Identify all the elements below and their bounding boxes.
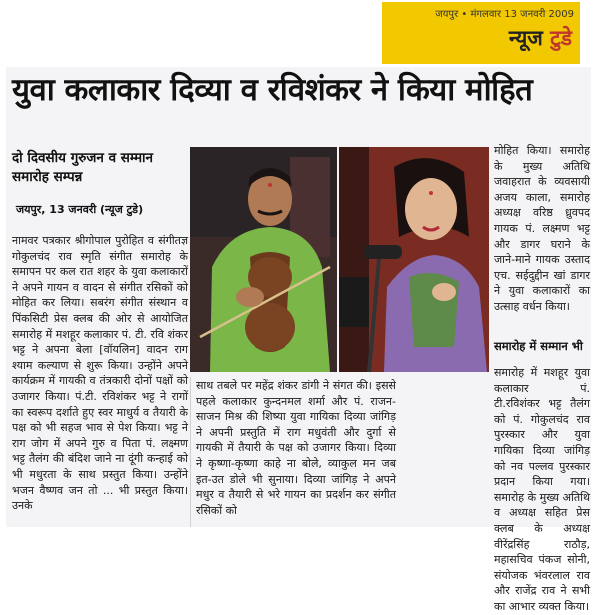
headline: युवा कलाकार दिव्या व रविशंकर ने किया मोहित	[12, 72, 533, 108]
singer-photo	[339, 147, 489, 372]
violinist-illustration	[190, 147, 337, 372]
dateline: जयपुर, 13 जनवरी (न्यूज टुडे)	[16, 203, 144, 216]
brand-accent: टुडे	[550, 26, 572, 50]
section-heading: समारोह में सम्मान भी	[494, 339, 583, 353]
news-clipping	[6, 67, 591, 613]
masthead	[382, 2, 580, 64]
subheadline: दो दिवसीय गुरुजन व सम्मान समारोह सम्पन्न	[12, 150, 154, 185]
article-column-1: नामवर पत्रकार श्रीगोपाल पुरोहित व संगीतज्ञ गोकुलचंद राव स्मृति संगीत समारोह के समापन पर कल रात शहर के युवा कलाकारों ने अपने गायन व वादन से संगीत रसिकों को मोहित कर लिया। सबरंग संगीत संस्थान व पिंकसिटी प्रेस क्लब की ओर से आयोजित समारोह में मशहूर कलाकार पं. टी. रवि शंकर भट्ट ने अपना बेला [वॉयलिन] वादन राग श्याम कल्याण से शुरू किया। उन्होंने अपने कार्यक्रम में गायकी व तंत्रकारी दोनों पक्षों को उजागर किया। पं.टी. रविशंकर भट्ट ने रागों का स्वरूप दर्शाते हुए स्वर माधुर्य व तैयारी के पक्ष को भी सहज भाव से पेश किया। भट्ट ने राग जोग में अपने गुरु व पिता पं. लक्ष्मण भट्ट तैलंग की बंदिश जाने ना दूंगी कन्हाई को भी मधुरता के साथ प्रस्तुत किया। उन्होंने भजन वैष्णव जन तो ... भी प्रस्तुत किया। उनके	[12, 234, 188, 513]
masthead-date: जयपुर • मंगलवार 13 जनवरी 2009	[435, 9, 574, 20]
article-column-3b: समारोह में मशहूर युवा कलाकार पं. टी.रविशंकर भट्ट तैलंग को पं. गोकुलचंद राव पुरस्कार और युवा गायिका दिव्या जांगिड़ को नव पल्लव पुरस्कार प्रदान किया गया। समारोह के मुख्य अतिथि व अध्यक्ष सहित प्रेस क्लब के अध्यक्ष वीरेंद्रसिंह राठौड़, महासचिव पंकज सोनी, संयोजक भंवरलाल राव और राजेंद्र राव ने सभी का आभार व्यक्त किया।	[494, 366, 590, 613]
article-column-2: साथ तबले पर महेंद्र शंकर डांगी ने संगत की। इससे पहले कलाकार कुन्दनमल शर्मा और पं. राजन-साजन मिश्र की शिष्या युवा गायिका दिव्या जांगिड़ ने अपनी प्रस्तुति में राग मधुवंती और दुर्गा से गायकी में तैयारी के पक्ष को उजागर किया। दिव्या ने कृष्णा-कृष्णा काहे ना बोले, व्याकुल मन जब इत-उत डोले भी सुनाया। दिव्या जांगिड़ ने अपने मधुर व तैयारी से भरे गायन का प्रदर्शन कर संगीत रसिकों को	[196, 379, 396, 517]
singer-illustration	[339, 147, 489, 372]
violinist-photo	[190, 147, 337, 372]
article-column-3: मोहित किया। समारोह के मुख्य अतिथि जवाहरात के व्यवसायी अजय काला, समारोह अध्यक्ष वरिष्ठ ध्रुवपद गायक पं. लक्ष्मण भट्ट और डागर घराने के जाने-माने गायक उस्ताद एच. सईदुद्दीन खां डागर ने युवा कलाकारों का उत्साह वर्धन किया।	[494, 144, 590, 313]
masthead-brand	[509, 24, 572, 52]
brand-main: न्यूज	[508, 26, 551, 50]
column-divider	[190, 377, 191, 527]
